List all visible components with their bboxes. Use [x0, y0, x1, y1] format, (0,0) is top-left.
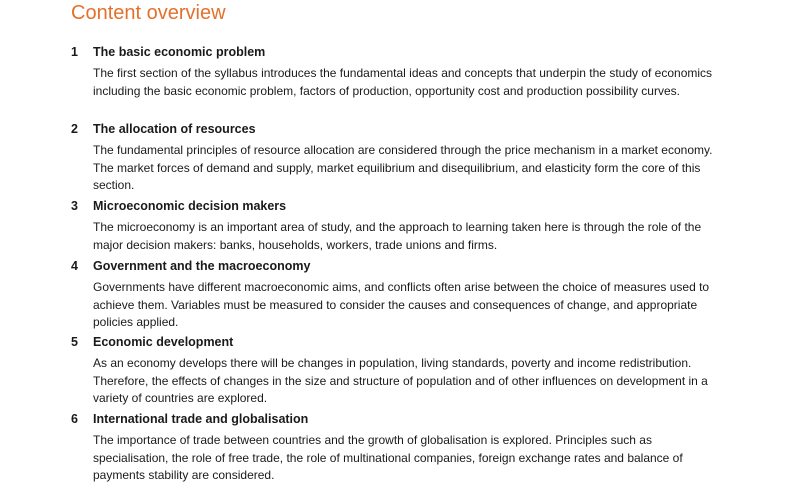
section-number: 5: [71, 335, 78, 349]
section-number: 4: [71, 259, 78, 273]
section-description: The first section of the syllabus introduces the fundamental ideas and concepts that underpin the study of economics including the basic economic problem, factors of production, opportunity cost and production possibility curves.: [93, 66, 713, 98]
section-number: 3: [71, 199, 78, 213]
section-3: [0, 197, 786, 252]
section-6: [0, 410, 786, 482]
section-number: 2: [71, 122, 78, 136]
section-4: [0, 257, 786, 329]
section-description: The fundamental principles of resource allocation are considered through the price mechanism in a market economy. The market forces of demand and supply, market equilibrium and disequilibrium, and elasticity form the core of this section.: [93, 143, 713, 192]
section-title: Government and the macroeconomy: [93, 259, 311, 273]
section-title: Economic development: [93, 335, 234, 349]
section-title: The basic economic problem: [93, 45, 266, 59]
section-description: The importance of trade between countries and the growth of globalisation is explored. Principles such as specialisation, the role of free trade, the role of multinational companies, foreign exchange rates and balance of payments stability are considered.: [93, 433, 683, 482]
page-title: Content overview: [71, 2, 226, 24]
section-1: [0, 43, 786, 98]
section-description: The microeconomy is an important area of study, and the approach to learning taken here is through the role of the major decision makers: banks, households, workers, trade unions and firms.: [93, 220, 702, 252]
section-5: [0, 333, 786, 405]
section-title: Microeconomic decision makers: [93, 199, 287, 213]
section-2: [0, 120, 786, 192]
section-description: As an economy develops there will be changes in population, living standards, poverty and income redistribution. Therefore, the effects of changes in the size and structure of population and of other influences on development in a variety of countries are explored.: [93, 356, 708, 405]
section-title: The allocation of resources: [93, 122, 256, 136]
section-title: International trade and globalisation: [93, 412, 309, 426]
section-description: Governments have different macroeconomic aims, and conflicts often arise between the choice of measures used to achieve them. Variables must be measured to consider the causes and consequences of change, and appropriate policies applied.: [93, 280, 710, 329]
section-heading: [0, 257, 786, 275]
section-heading: [0, 333, 786, 351]
section-heading: [0, 197, 786, 215]
section-heading: [0, 120, 786, 138]
section-number: 1: [71, 45, 78, 59]
section-number: 6: [71, 412, 78, 426]
section-heading: [0, 43, 786, 61]
section-heading: [0, 410, 786, 428]
